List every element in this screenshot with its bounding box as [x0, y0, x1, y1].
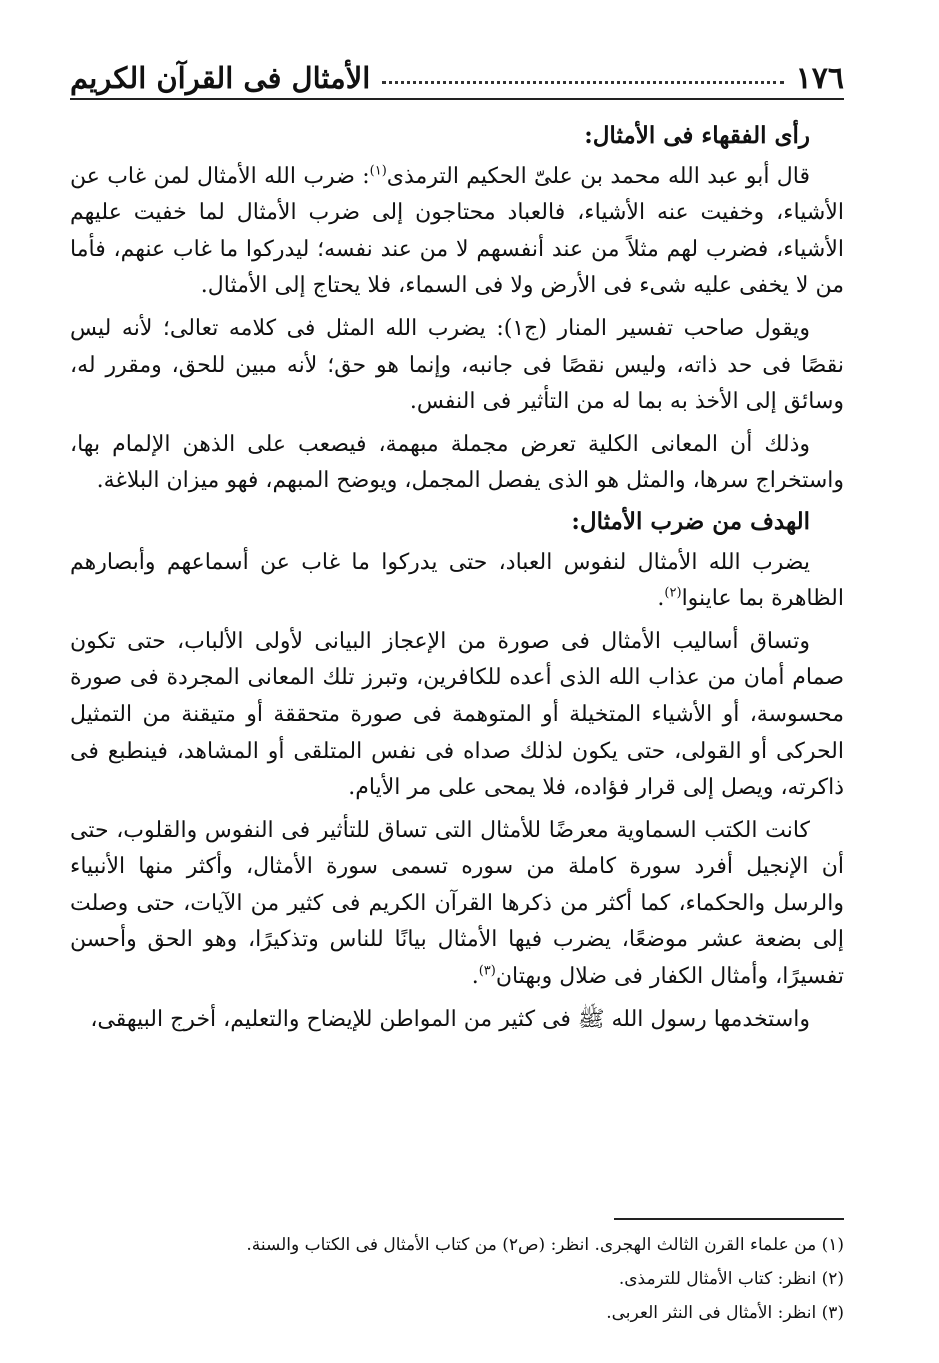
- footnote-divider: [614, 1218, 844, 1220]
- paragraph-manar: ويقول صاحب تفسير المنار (ج١): يضرب الله المثل فى كلامه تعالى؛ لأنه ليس نقصًا فى حد ذاته، وليس نقصًا فى جانبه، وإنما هو حق؛ لأنه مبين للحق، ومقرر له، وسائق إلى الأخذ به بما له من التأثير فى النفس.: [70, 315, 844, 415]
- paragraph-text: قال أبو عبد الله محمد بن علىّ الحكيم الترمذى: [386, 163, 811, 189]
- paragraph-styles: وتساق أساليب الأمثال فى صورة من الإعجاز البيانى لأولى الألباب، حتى تكون صمام أمان من عذاب الله الذى أعده للكافرين، وتبرز تلك المعانى المجردة فى صورة محسوسة، أو الأشياء المتخيلة أو المتوهمة فى صورة متحققة أو متيقنة من التمثيل الحركى أو القولى، حتى يكون لذلك صداه فى نفس المتلقى أو المشاهد، فينطبع فى ذاكرته، ويصل إلى قرار فؤاده، فلا يمحى على مر الأيام.: [70, 628, 845, 801]
- page-number: ١٧٦: [795, 60, 844, 96]
- paragraph-purpose: [70, 545, 844, 618]
- paragraph-end: .: [471, 964, 479, 990]
- paragraph-text: كانت الكتب السماوية معرضًا للأمثال التى تساق للتأثير فى النفوس والقلوب، حتى أن الإنجيل أفرد سورة كاملة من سوره تسمى سورة الأمثال، وأكثر منها الأنبياء والرسل والحكماء، كما أكثر من ذكرها القرآن الكريم فى كثير من الآيات، حتى وصلت إلى بضعة عشر موضعًا، يضرب فيها الأمثال بيانًا للناس وتذكيرًا، وهو الحق وأحسن تفسيرًا، وأمثال الكفار فى ضلال وبهتان: [70, 817, 844, 990]
- section-heading-jurists: رأى الفقهاء فى الأمثال:: [584, 122, 810, 149]
- paragraph-scriptures: [70, 813, 844, 996]
- paragraph-prophet: واستخدمها رسول الله ﷺ فى كثير من المواطن للإيضاح والتعليم، أخرج البيهقى،: [90, 1006, 810, 1032]
- footnote-2: (٢) انظر: كتاب الأمثال للترمذى.: [618, 1269, 844, 1289]
- footnote-ref-2: (٢): [664, 585, 682, 601]
- footnote-ref-3: (٣): [478, 963, 496, 979]
- footnote-1: (١) من علماء القرن الثالث الهجرى. انظر: (ص٢) من كتاب الأمثال فى الكتاب والسنة.: [246, 1235, 844, 1255]
- paragraph-text: يضرب الله الأمثال لنفوس العباد، حتى يدركوا ما غاب عن أسماعهم وأبصارهم الظاهرة بما عاينوا: [70, 549, 844, 612]
- footnotes: [70, 1228, 844, 1330]
- dotted-leader: [382, 81, 783, 84]
- page-header: [70, 58, 844, 100]
- footnote-ref-1: (١): [369, 163, 387, 179]
- page-body: [70, 118, 844, 1044]
- paragraph-text: : ضرب الله الأمثال لمن غاب عن الأشياء، وخفيت عنه الأشياء، فالعباد محتاجون إلى ضرب الأمثال لما خفيت عليهم الأشياء، فضرب لهم مثلاً من عند أنفسهم لا من عند نفسه؛ ليدركوا ما غاب عنهم، فأما من لا يخفى عليه شىء فى الأرض ولا فى السماء، فلا يحتاج إلى الأمثال.: [70, 163, 844, 299]
- paragraph-tirmidhi-quote: [70, 159, 844, 305]
- running-title: الأمثال فى القرآن الكريم: [70, 61, 371, 95]
- paragraph-general-meanings: وذلك أن المعانى الكلية تعرض مجملة مبهمة، فيصعب على الذهن الإلمام بها، واستخراج سرها، والمثل هو الذى يفصل المجمل، ويوضح المبهم، فهو ميزان البلاغة.: [70, 431, 844, 494]
- paragraph-end: .: [657, 586, 665, 612]
- footnote-3: (٣) انظر: الأمثال فى النثر العربى.: [606, 1303, 844, 1323]
- section-heading-purpose: الهدف من ضرب الأمثال:: [571, 507, 810, 535]
